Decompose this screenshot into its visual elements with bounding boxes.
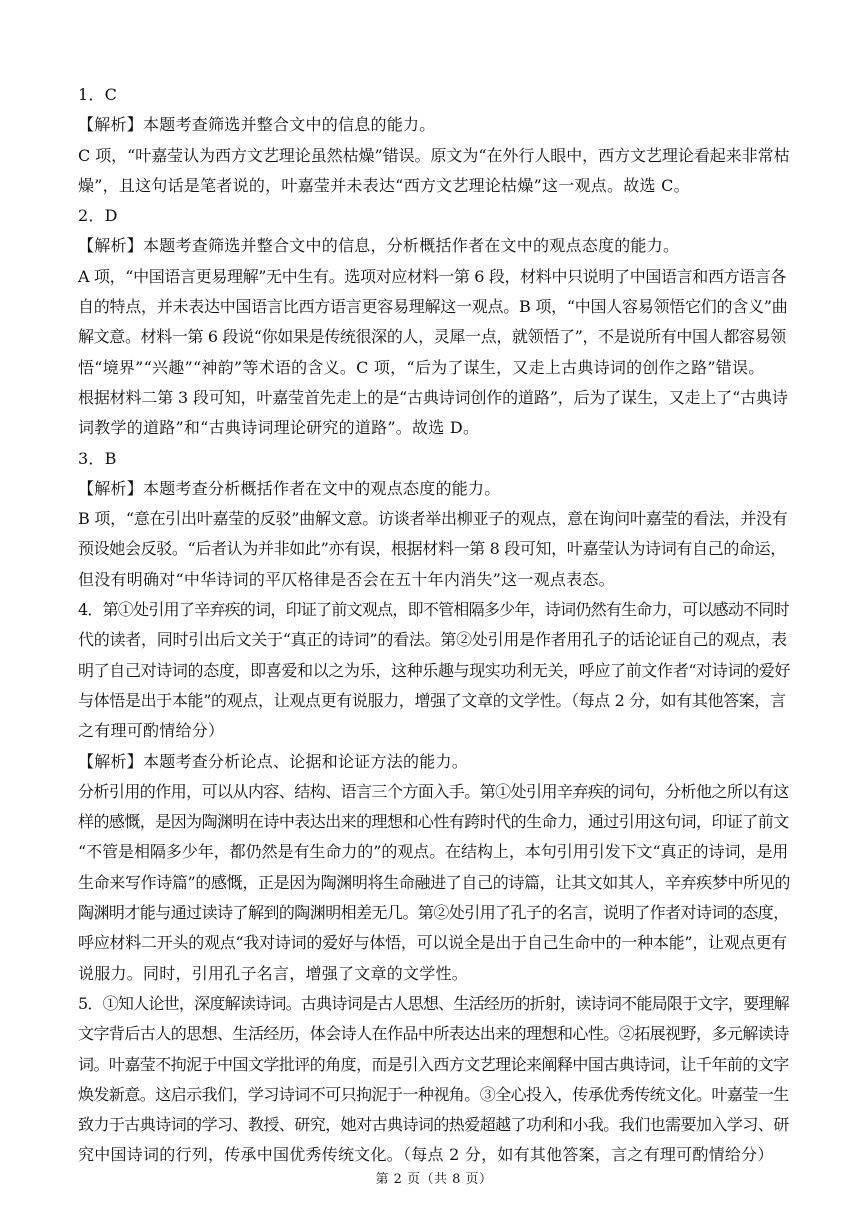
text-line: 明了自己对诗词的态度，即喜爱和以之为乐，这种乐趣与现实功利无关，呼应了前文作者“对诗词的爱好 — [78, 660, 791, 680]
text-line: 究中国诗词的行列，传承中国优秀传统文化。（每点 2 分，如有其他答案，言之有理可酌情给分） — [78, 1145, 774, 1165]
text-line: 自的特点，并未表达中国语言比西方语言更容易理解这一观点。B 项，“中国人容易领悟它们的含义”曲 — [78, 297, 788, 317]
text-line: 代的读者，同时引出后文关于“真正的诗词”的看法。第②处引用是作者用孔子的话论证自己的观点，表 — [78, 630, 787, 650]
text-line: 【解析】本题考查分析概括作者在文中的观点态度的能力。 — [78, 478, 501, 498]
text-line: 2．D — [78, 206, 118, 226]
text-line: 1．C — [78, 85, 118, 104]
text-line: 文字背后古人的思想、生活经历，体会诗人在作品中所表达出来的理想和心性。②拓展视野，多元解读诗 — [78, 1024, 789, 1044]
text-line: 说服力。同时，引用孔子名言，增强了文章的文学性。 — [78, 963, 469, 983]
text-line: 5．①知人论世，深度解读诗词。古典诗词是古人思想、生活经历的折射，读诗词不能局限于文字，要理解 — [78, 993, 789, 1013]
text-line: 之有理可酌情给分） — [78, 721, 225, 741]
text-line: 生命来写作诗篇”的感慨，正是因为陶渊明将生命融进了自己的诗篇，让其文如其人，辛弃疾梦中所见的 — [78, 872, 791, 892]
text-line: “不管是相隔多少年，都仍然是有生命力的”的观点。在结构上，本句引用引发下文“真正的诗词，是用 — [78, 842, 789, 862]
text-line: 根据材料二第 3 段可知，叶嘉莹首先走上的是“古典诗词创作的道路”，后为了谋生，又走上了“古典诗 — [78, 387, 788, 407]
text-line: 4．第①处引用了辛弃疾的词，印证了前文观点，即不管相隔多少年，诗词仍然有生命力，可以感动不同时 — [78, 600, 789, 620]
text-line: 致力于古典诗词的学习、教授、研究，她对古典诗词的热爱超越了功利和小我。我们也需要加入学习、研 — [78, 1115, 789, 1135]
text-line: 焕发新意。这启示我们，学习诗词不可只拘泥于一种视角。③全心投入，传承优秀传统文化。叶嘉莹一生 — [78, 1084, 789, 1104]
text-line: 燥”，且这句话是笔者说的，叶嘉莹并未表达“西方文艺理论枯燥”这一观点。故选 C。 — [78, 175, 690, 195]
text-line: 呼应材料二开头的观点“我对诗词的爱好与体悟，可以说全是出于自己生命中的一种本能”，让观点更有 — [78, 933, 787, 953]
text-line: 陶渊明才能与通过读诗了解到的陶渊明相差无几。第②处引用了孔子的名言，说明了作者对诗词的态度， — [78, 903, 789, 923]
text-line: 与体悟是出于本能”的观点，让观点更有说服力，增强了文章的文学性。（每点 2 分，如有其他答案，言 — [78, 690, 786, 710]
text-line: 3．B — [78, 448, 117, 468]
text-line: B 项，“意在引出叶嘉莹的反驳”曲解文意。访谈者举出柳亚子的观点，意在询问叶嘉莹的看法，并没有 — [78, 509, 788, 529]
text-line: 词。叶嘉莹不拘泥于中国文学批评的角度，而是引入西方文艺理论来阐释中国古典诗词，让千年前的文字 — [78, 1054, 789, 1074]
text-line: A 项，“中国语言更易理解”无中生有。选项对应材料一第 6 段，材料中只说明了中国语言和西方语言各 — [78, 266, 787, 286]
answer-content — [78, 80, 790, 1171]
text-line: 解文意。材料一第 6 段说“你如果是传统很深的人，灵犀一点，就领悟了”，不是说所有中国人都容易领 — [78, 327, 786, 347]
text-line: 样的感慨，是因为陶渊明在诗中表达出来的理想和心性有跨时代的生命力，通过引用这句词，印证了前文 — [78, 812, 789, 832]
text-line: C 项，“叶嘉莹认为西方文艺理论虽然枯燥”错误。原文为“在外行人眼中，西方文艺理论看起来非常枯 — [78, 145, 790, 165]
text-line: 【解析】本题考查筛选并整合文中的信息的能力。 — [78, 115, 436, 135]
text-line: 【解析】本题考查分析论点、论据和论证方法的能力。 — [78, 751, 469, 771]
text-line: 【解析】本题考查筛选并整合文中的信息，分析概括作者在文中的观点态度的能力。 — [78, 236, 680, 256]
text-line: 词教学的道路”和“古典诗词理论研究的道路”。故选 D。 — [78, 418, 480, 438]
text-line: 悟“境界”“兴趣”“神韵”等术语的含义。C 项，“后为了谋生，又走上古典诗词的创作之路”错误。 — [78, 357, 765, 377]
text-line: 分析引用的作用，可以从内容、结构、语言三个方面入手。第①处引用辛弃疾的词句，分析他之所以有这 — [78, 781, 789, 801]
text-line: 但没有明确对“中华诗词的平仄格律是否会在五十年内消失”这一观点表态。 — [78, 569, 615, 589]
page-footer: 第 2 页（共 8 页） — [375, 1172, 493, 1187]
text-line: 预设她会反驳。“后者认为并非如此”亦有误，根据材料一第 8 段可知，叶嘉莹认为诗词有自己的命运， — [78, 539, 786, 559]
